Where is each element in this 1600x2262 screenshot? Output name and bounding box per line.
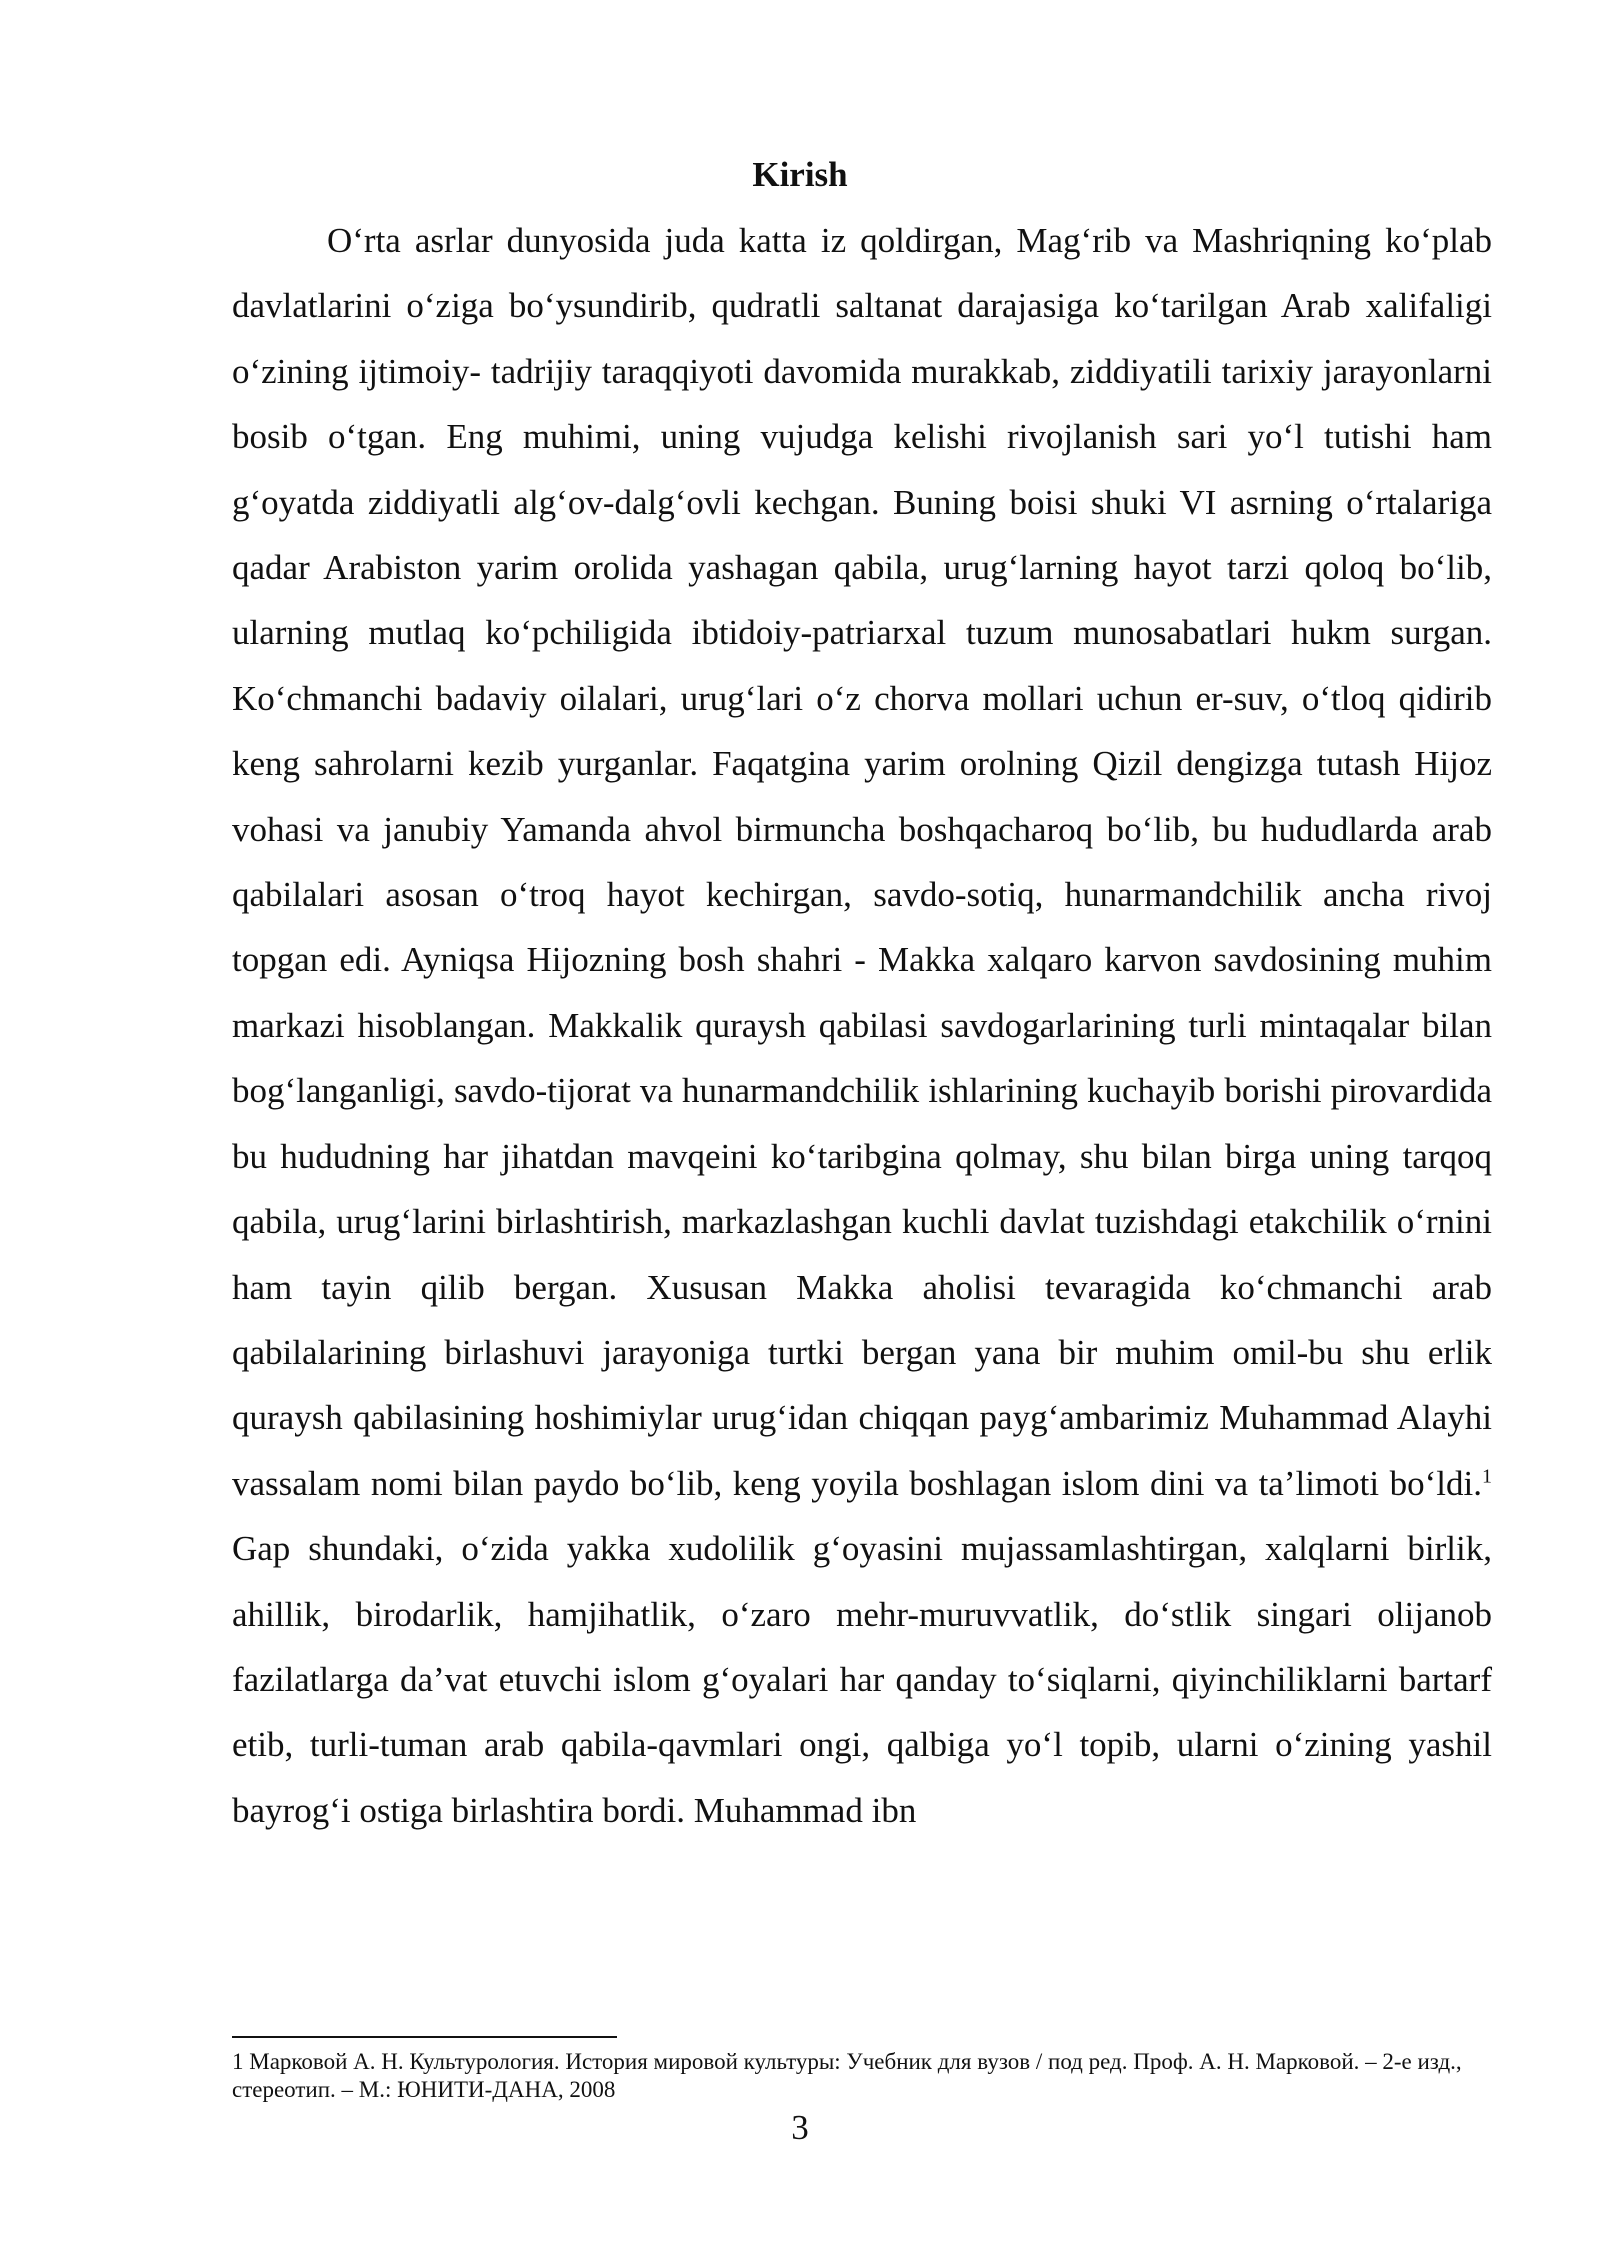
page-title: Kirish [752, 155, 848, 194]
page-number: 3 [791, 2108, 809, 2147]
footnote-separator [232, 2036, 617, 2038]
body-paragraph [232, 208, 1492, 1843]
paragraph-continuation-text: Gap shundaki, o‘zida yakka xudolilik g‘oyasini mujassamlashtirgan, xalqlarni birlik, ahillik, birodarlik, hamjihatlik, o‘zaro mehr-muruvvatlik, do‘stlik singari olijanob fazilatlarga da’vat etuvchi islom g‘oyalari har qanday to‘siqlarni, qiyinchiliklarni bartarf etib, turli-tuman arab qabila-qavmlari ongi, qalbiga yo‘l topib, ularni o‘zining yashil bayrog‘i ostiga birlashtira bordi. [232, 1529, 1492, 1830]
paragraph-last-words: Muhammad ibn [693, 1790, 917, 1830]
paragraph-main-text: O‘rta asrlar dunyosida juda katta iz qoldirgan, Mag‘rib va Mashriqning ko‘plab davlatlarini o‘ziga bo‘ysundirib, qudratli saltanat darajasiga ko‘tarilgan Arab xalifaligi o‘zining ijtimoiy- tadrijiy taraqqiyoti davomida murakkab, ziddiyatili tarixiy jarayonlarni bosib o‘tgan. Eng muhimi, uning vujudga kelishi rivojlanish sari yo‘l tutishi ham g‘oyatda ziddiyatli alg‘ov-dalg‘ovli kechgan. Buning boisi shuki VI asrning o‘rtalariga qadar Arabiston yarim orolida yashagan qabila, urug‘larning hayot tarzi qoloq bo‘lib, ularning mutlaq ko‘pchiligida ibtidoiy-patriarxal tuzum munosabatlari hukm surgan. Ko‘chmanchi badaviy oilalari, urug‘lari o‘z chorva mollari uchun er-suv, o‘tloq qidirib keng sahrolarni kezib yurganlar. Faqatgina yarim orolning Qizil dengizga tutash Hijoz vohasi va janubiy Yamanda ahvol birmuncha boshqacharoq bo‘lib, bu hududlarda arab qabilalari asosan o‘troq hayot kechirgan, savdo-sotiq, hunarmandchilik ancha rivoj topgan edi. Ayniqsa Hijozning bosh shahri - Makka xalqaro karvon savdosining muhim markazi hisoblangan. Makkalik quraysh qabilasi savdogarlarining turli mintaqalar bilan bog‘langanligi, savdo-tijorat va hunarmandchilik ishlarining kuchayib borishi pirovardida bu hududning har jihatdan mavqeini ko‘taribgina qolmay, shu bilan birga uning tarqoq qabila, urug‘larini birlashtirish, markazlashgan kuchli davlat tuzishdagi etakchilik o‘rnini ham tayin qilib bergan. Xususan Makka aholisi tevaragida ko‘chmanchi arab qabilalarining birlashuvi jarayoniga turtki bergan yana bir muhim omil-bu shu erlik quraysh qabilasining hoshimiylar urug‘idan chiqqan payg‘ambarimiz Muhammad Alayhi vassalam nomi bilan paydo bo‘lib, keng yoyila boshlagan islom dini va ta’limoti bo‘ldi. [232, 221, 1492, 1503]
footnote-reference: 1 [1482, 1465, 1492, 1488]
footnote-text: 1 Марковой А. Н. Культурология. История мировой культуры: Учебник для вузов / под ред. Проф. А. Н. Марковой. – 2-е изд., стереотип. – М.: ЮНИТИ-ДАНА, 2008 [232, 2049, 1462, 2102]
